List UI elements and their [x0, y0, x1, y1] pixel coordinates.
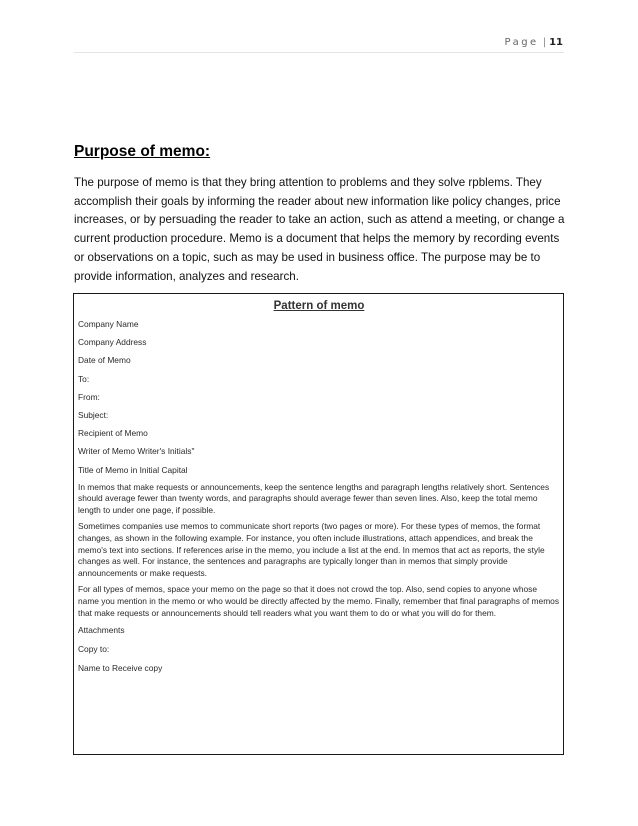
memo-paragraph: Sometimes companies use memos to communicate short reports (two pages or more). For these types of memos, the format changes, as shown in the following example. For instance, you often include illustrations, attach appendices, and break the memo's text into sections. If references arise in the memo, you include a list at the end. In memos that act as reports, the style changes as well. For instance, the sentences and paragraphs are typically longer than in memos that simply provide announcements or make requests. [78, 521, 545, 578]
memo-paragraph: In memos that make requests or announcements, keep the sentence lengths and paragraph lengths relatively short. Sentences should average fewer than twenty words, and paragraphs should average fewer than seven lines. Also, keep the total memo length to under one page, if possible. [78, 481, 550, 515]
memo-field-attachments: Attachments [78, 625, 125, 636]
memo-field-recipient: Recipient of Memo [78, 428, 148, 439]
section-paragraph: The purpose of memo is that they bring attention to problems and they solve rpblems. They accomplish their goals by informing the reader about new information like policy changes, price increases, or by persuading the reader to take an action, such as attend a meeting, or change a current production procedure. Memo is a document that helps the memory by recording events or observations on a topic, such as may be used in business office. The purpose may be to provide information, analyzes and research. [74, 176, 565, 283]
page-number: 11 [549, 37, 563, 48]
memo-paragraphs [78, 482, 560, 620]
memo-pattern-title: Pattern of memo [273, 300, 365, 312]
memo-paragraph: For all types of memos, space your memo on the page so that it does not crowd the top. Also, send copies to anyone whose name you mention in the memo or who would be directly affected by the memo. Finally, remember that final paragraphs of memos that make requests or announcements should tell readers what you want them to do or what you will do for them. [78, 584, 560, 618]
memo-field-company-address: Company Address [78, 337, 147, 348]
memo-field-to: To: [78, 373, 90, 384]
memo-fields [78, 318, 560, 476]
memo-field-date: Date of Memo [78, 355, 131, 366]
memo-pattern-figure [73, 293, 564, 755]
page-separator: | [542, 37, 547, 48]
memo-field-subject: Subject: [78, 409, 109, 420]
header-rule [74, 52, 564, 53]
memo-field-name-to-receive: Name to Receive copy [78, 662, 163, 673]
memo-field-company-name: Company Name [78, 319, 139, 329]
section-heading: Purpose of memo: [74, 143, 211, 160]
memo-field-writer: Writer of Memo Writer's Initials" [78, 446, 195, 457]
memo-field-title: Title of Memo in Initial Capital [78, 464, 188, 475]
page-header [504, 37, 563, 48]
memo-field-copy-to: Copy to: [78, 644, 110, 655]
memo-field-from: From: [78, 391, 100, 402]
page-label: Page [504, 37, 539, 48]
memo-closing-fields [78, 624, 560, 674]
